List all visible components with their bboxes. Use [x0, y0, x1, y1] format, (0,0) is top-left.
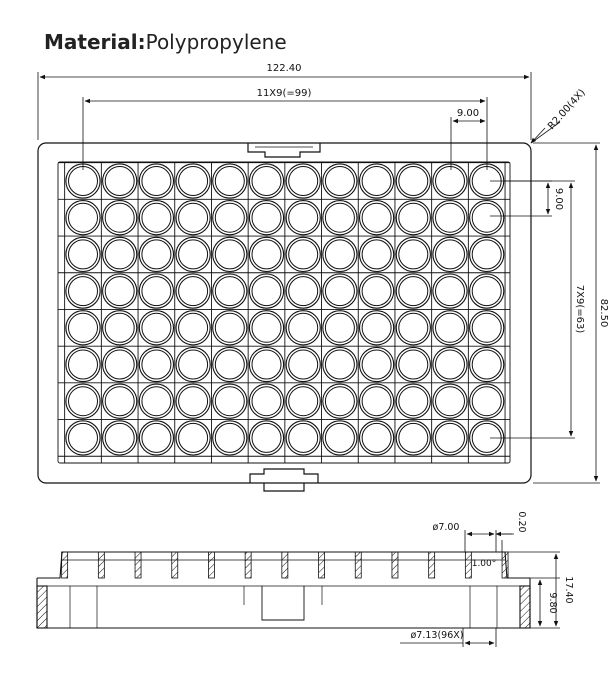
well	[249, 347, 283, 381]
well	[249, 164, 283, 198]
well	[66, 421, 100, 455]
well	[213, 347, 247, 381]
well	[213, 164, 247, 198]
well	[176, 274, 210, 308]
well	[286, 384, 320, 418]
side-wall-section	[282, 552, 288, 578]
well	[323, 311, 357, 345]
side-wall-section	[355, 552, 361, 578]
side-wall-section	[135, 552, 141, 578]
dim-well-pitch-y: 9.00	[553, 187, 564, 211]
well	[66, 274, 100, 308]
well	[66, 311, 100, 345]
dim-well-outer-diameter: ø7.13(96X)	[410, 630, 464, 641]
side-wall-section	[392, 552, 398, 578]
well	[286, 347, 320, 381]
well	[470, 237, 504, 271]
well	[139, 384, 173, 418]
well	[433, 384, 467, 418]
well	[470, 384, 504, 418]
well	[103, 164, 137, 198]
well	[360, 274, 394, 308]
well	[360, 384, 394, 418]
well	[470, 274, 504, 308]
dim-skirt-height: 9.80	[547, 592, 558, 614]
bottom-tab	[250, 469, 318, 483]
well	[286, 274, 320, 308]
well	[103, 201, 137, 235]
well	[139, 164, 173, 198]
well	[103, 347, 137, 381]
well	[249, 274, 283, 308]
well	[103, 421, 137, 455]
side-wall-section	[465, 552, 471, 578]
dim-draft-angle: 1.00°	[471, 559, 497, 569]
well	[396, 237, 430, 271]
well	[323, 201, 357, 235]
well	[396, 384, 430, 418]
well	[360, 421, 394, 455]
material-value: Polypropylene	[145, 30, 287, 54]
well	[286, 164, 320, 198]
well	[176, 237, 210, 271]
well	[176, 164, 210, 198]
well	[396, 421, 430, 455]
well	[433, 347, 467, 381]
side-well-walls	[62, 552, 508, 578]
side-wall-section	[502, 552, 508, 578]
well	[249, 201, 283, 235]
dim-overall-height: 17.40	[563, 576, 574, 604]
well	[213, 201, 247, 235]
well	[286, 201, 320, 235]
well	[139, 274, 173, 308]
well	[139, 237, 173, 271]
well	[213, 311, 247, 345]
well	[139, 201, 173, 235]
dim-overall-depth: 82.50	[598, 298, 609, 328]
side-wall-section	[245, 552, 251, 578]
well	[470, 347, 504, 381]
well	[176, 421, 210, 455]
well	[323, 347, 357, 381]
well	[176, 347, 210, 381]
side-wall-section	[62, 552, 68, 578]
well	[103, 311, 137, 345]
material-label: Material:	[44, 30, 146, 54]
well	[360, 237, 394, 271]
well	[433, 164, 467, 198]
well	[433, 237, 467, 271]
well	[323, 274, 357, 308]
well	[470, 311, 504, 345]
well	[323, 384, 357, 418]
well	[213, 421, 247, 455]
dim-corner-radius: R2.00(4X)	[546, 87, 588, 133]
well	[360, 311, 394, 345]
well	[139, 311, 173, 345]
well	[396, 274, 430, 308]
well	[360, 164, 394, 198]
well	[103, 237, 137, 271]
well	[396, 164, 430, 198]
side-wall-section	[172, 552, 178, 578]
well	[323, 164, 357, 198]
well	[249, 384, 283, 418]
well	[176, 384, 210, 418]
well	[139, 421, 173, 455]
well	[66, 347, 100, 381]
well	[66, 201, 100, 235]
well	[286, 237, 320, 271]
dim-well-span-x: 11X9(=99)	[256, 88, 312, 99]
well	[213, 237, 247, 271]
well	[323, 237, 357, 271]
well	[103, 384, 137, 418]
well	[396, 201, 430, 235]
well	[396, 311, 430, 345]
side-wall-section	[319, 552, 325, 578]
well	[360, 201, 394, 235]
side-wall-section	[208, 552, 214, 578]
well	[66, 384, 100, 418]
dim-overall-width: 122.40	[266, 63, 302, 74]
well	[433, 421, 467, 455]
well	[433, 311, 467, 345]
well	[433, 201, 467, 235]
top-tab	[248, 143, 320, 157]
well	[139, 347, 173, 381]
dim-well-span-y: 7X9(=63)	[574, 284, 585, 334]
well	[66, 237, 100, 271]
side-wall-section	[98, 552, 104, 578]
well	[396, 347, 430, 381]
well	[176, 311, 210, 345]
well	[323, 421, 357, 455]
well	[213, 384, 247, 418]
well	[470, 201, 504, 235]
dim-well-inner-diameter: ø7.00	[432, 522, 460, 533]
well	[433, 274, 467, 308]
side-base-outline	[37, 578, 530, 628]
well	[213, 274, 247, 308]
well	[286, 311, 320, 345]
well	[249, 237, 283, 271]
well	[103, 274, 137, 308]
well	[249, 421, 283, 455]
well	[176, 201, 210, 235]
side-wall-section	[429, 552, 435, 578]
dim-well-pitch-x: 9.00	[456, 108, 480, 119]
dim-wall-thickness: 0.20	[516, 511, 527, 533]
well	[360, 347, 394, 381]
well	[286, 421, 320, 455]
well	[249, 311, 283, 345]
